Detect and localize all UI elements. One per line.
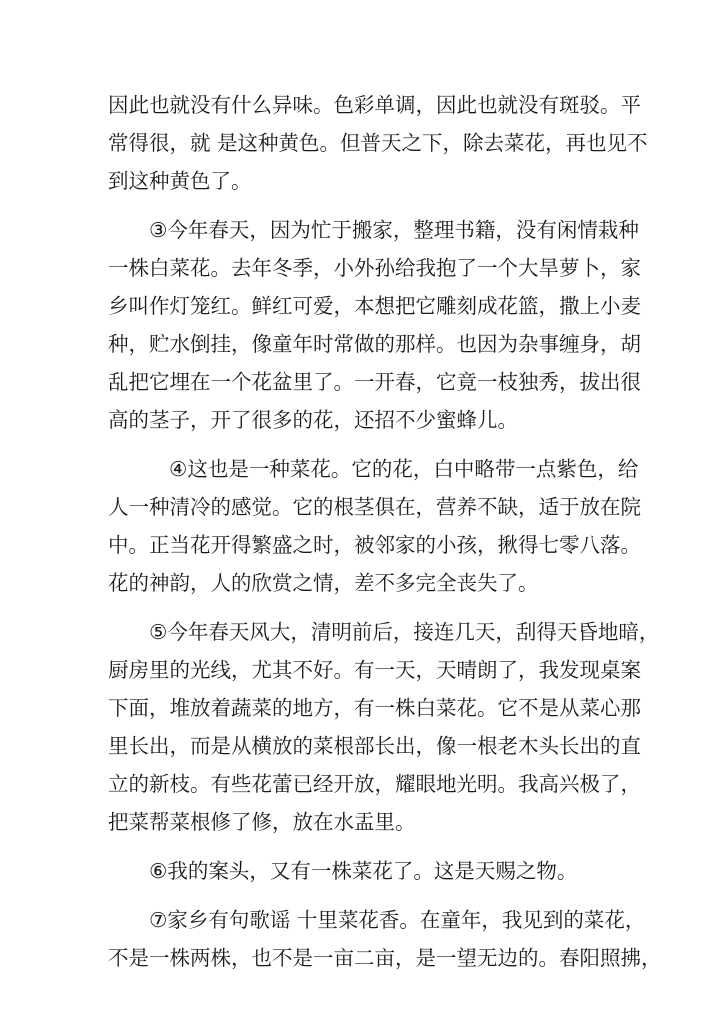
paragraph-3: [108, 211, 641, 439]
paragraph-continued: [108, 86, 648, 200]
paragraph-4: [108, 450, 641, 602]
text-line: 人一种清冷的感觉。它的根茎俱在，营养不缺，适于放在院: [108, 495, 641, 519]
paragraph-7: [108, 901, 662, 977]
text-line: 乡叫作灯笼红。鲜红可爱，本想把它雕刻成花篮，撒上小麦: [108, 294, 641, 318]
text-line: 常得很，就 是这种黄色。但普天之下，除去菜花，再也见不: [108, 131, 648, 155]
text-line: 花的神韵，人的欣赏之情，差不多完全丧失了。: [108, 571, 539, 595]
text-line: ⑦家乡有句歌谣 十里菜花香。在童年，我见到的菜花，: [149, 908, 646, 932]
text-line: 把菜帮菜根修了修，放在水盂里。: [108, 810, 416, 834]
text-line: 乱把它埋在一个花盆里了。一开春，它竟一枝独秀，拔出很: [108, 370, 641, 394]
text-line: 种，贮水倒挂，像童年时常做的那样。也因为杂事缠身，胡: [108, 332, 641, 356]
text-line: ⑥我的案头，又有一株菜花了。这是天赐之物。: [149, 859, 578, 883]
text-line: ⑤今年春天风大，清明前后，接连几天，刮得天昏地暗，: [149, 620, 660, 644]
text-line: 里长出，而是从横放的菜根部长出，像一根老木头长出的直: [108, 734, 641, 758]
text-line: 厨房里的光线，尤其不好。有一天，天晴朗了，我发现桌案: [108, 658, 641, 682]
article-text: [108, 86, 662, 977]
text-line: 立的新枝。有些花蕾已经开放，耀眼地光明。我高兴极了，: [108, 772, 641, 796]
text-line: ③今年春天，因为忙于搬家，整理书籍，没有闲情栽种: [149, 218, 639, 242]
paragraph-5: [108, 613, 660, 841]
text-line: 因此也就没有什么异味。色彩单调，因此也就没有斑驳。平: [108, 93, 641, 117]
paragraph-6: [108, 852, 616, 890]
text-line: 中。正当花开得繁盛之时，被邻家的小孩，揪得七零八落。: [108, 533, 641, 557]
text-line: 下面，堆放着蔬菜的地方，有一株白菜花。它不是从菜心那: [108, 696, 641, 720]
text-line: 一株白菜花。去年冬季，小外孙给我抱了一个大旱萝卜，家: [108, 256, 641, 280]
text-line: 到这种黄色了。: [108, 169, 252, 193]
text-line: 不是一株两株，也不是一亩二亩，是一望无边的。春阳照拂，: [108, 946, 662, 970]
text-line: ④这也是一种菜花。它的花，白中略带一点紫色，给: [169, 457, 639, 481]
text-line: 高的茎子，开了很多的花，还招不少蜜蜂儿。: [108, 408, 518, 432]
